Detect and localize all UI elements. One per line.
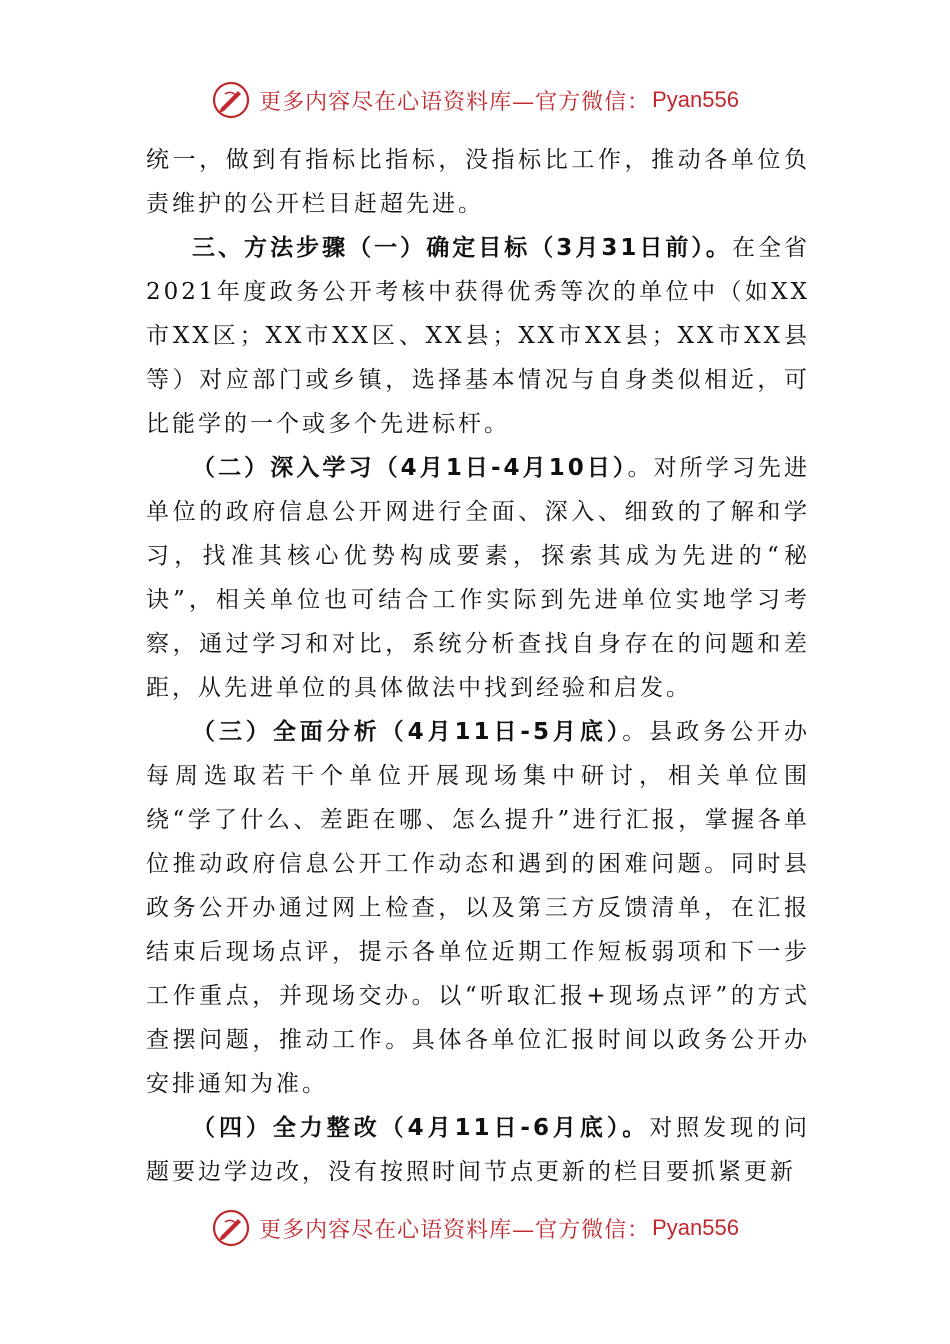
step-4-heading: （四）全力整改（4月11日-6月底）。: [192, 1115, 650, 1141]
step-4-text: 对照发现的问题要边学边改，没有按照时间节点更新的栏目要抓紧更新: [146, 1115, 811, 1185]
paragraph-step-2: [146, 446, 810, 710]
header-tagline: 更多内容尽在心语资料库—官方微信：: [259, 89, 651, 115]
pen-logo-icon: [211, 1208, 251, 1248]
header-wechat-id: Pyan556: [652, 87, 739, 112]
paragraph-intro: 统一，做到有指标比指标，没指标比工作，推动各单位负责维护的公开栏目赶超先进。: [146, 147, 810, 217]
paragraph-step-4: [146, 1106, 810, 1194]
step-3-text: 。县政务公开办每周选取若干个单位开展现场集中研讨，相关单位围绕“学了什么、差距在哪、怎么提升”进行汇报，掌握各单位推动政府信息公开工作动态和遇到的困难问题。同时县政务公开办通过网上检查，以及第三方反馈清单，在汇报结束后现场点评，提示各单位近期工作短板弱项和下一步工作重点，并现场交办。以“听取汇报+现场点评”的方式查摆问题，推动工作。具体各单位汇报时间以政务公开办安排通知为准。: [146, 719, 811, 1097]
step-2-heading: （二）深入学习（4月1日-4月10日）: [192, 455, 628, 481]
document-body: [146, 138, 810, 1194]
step-3-heading: （三）全面分析（4月11日-5月底）: [192, 719, 623, 745]
pen-logo-icon: [211, 80, 251, 120]
step-1-text: 在全省2021年度政务公开考核中获得优秀等次的单位中（如XX市XX区；XX市XX区、XX县；XX市XX县；XX市XX县等）对应部门或乡镇，选择基本情况与自身类似相近，可比能学的一个或多个先进标杆。: [146, 235, 810, 437]
footer-tagline: 更多内容尽在心语资料库—官方微信：: [259, 1217, 651, 1243]
paragraph-step-3: [146, 710, 810, 1106]
header-banner: [0, 76, 950, 124]
step-2-text: 。对所学习先进单位的政府信息公开网进行全面、深入、细致的了解和学习，找准其核心优势构成要素，探索其成为先进的“秘诀”，相关单位也可结合工作实际到先进单位实地学习考察，通过学习和对比，系统分析查找自身存在的问题和差距，从先进单位的具体做法中找到经验和启发。: [146, 455, 810, 701]
paragraph-step-1: [146, 226, 810, 446]
footer-wechat-id: Pyan556: [652, 1215, 739, 1240]
footer-banner: [0, 1204, 950, 1252]
step-1-heading: 三、方法步骤（一）确定目标（3月31日前）。: [192, 235, 732, 261]
